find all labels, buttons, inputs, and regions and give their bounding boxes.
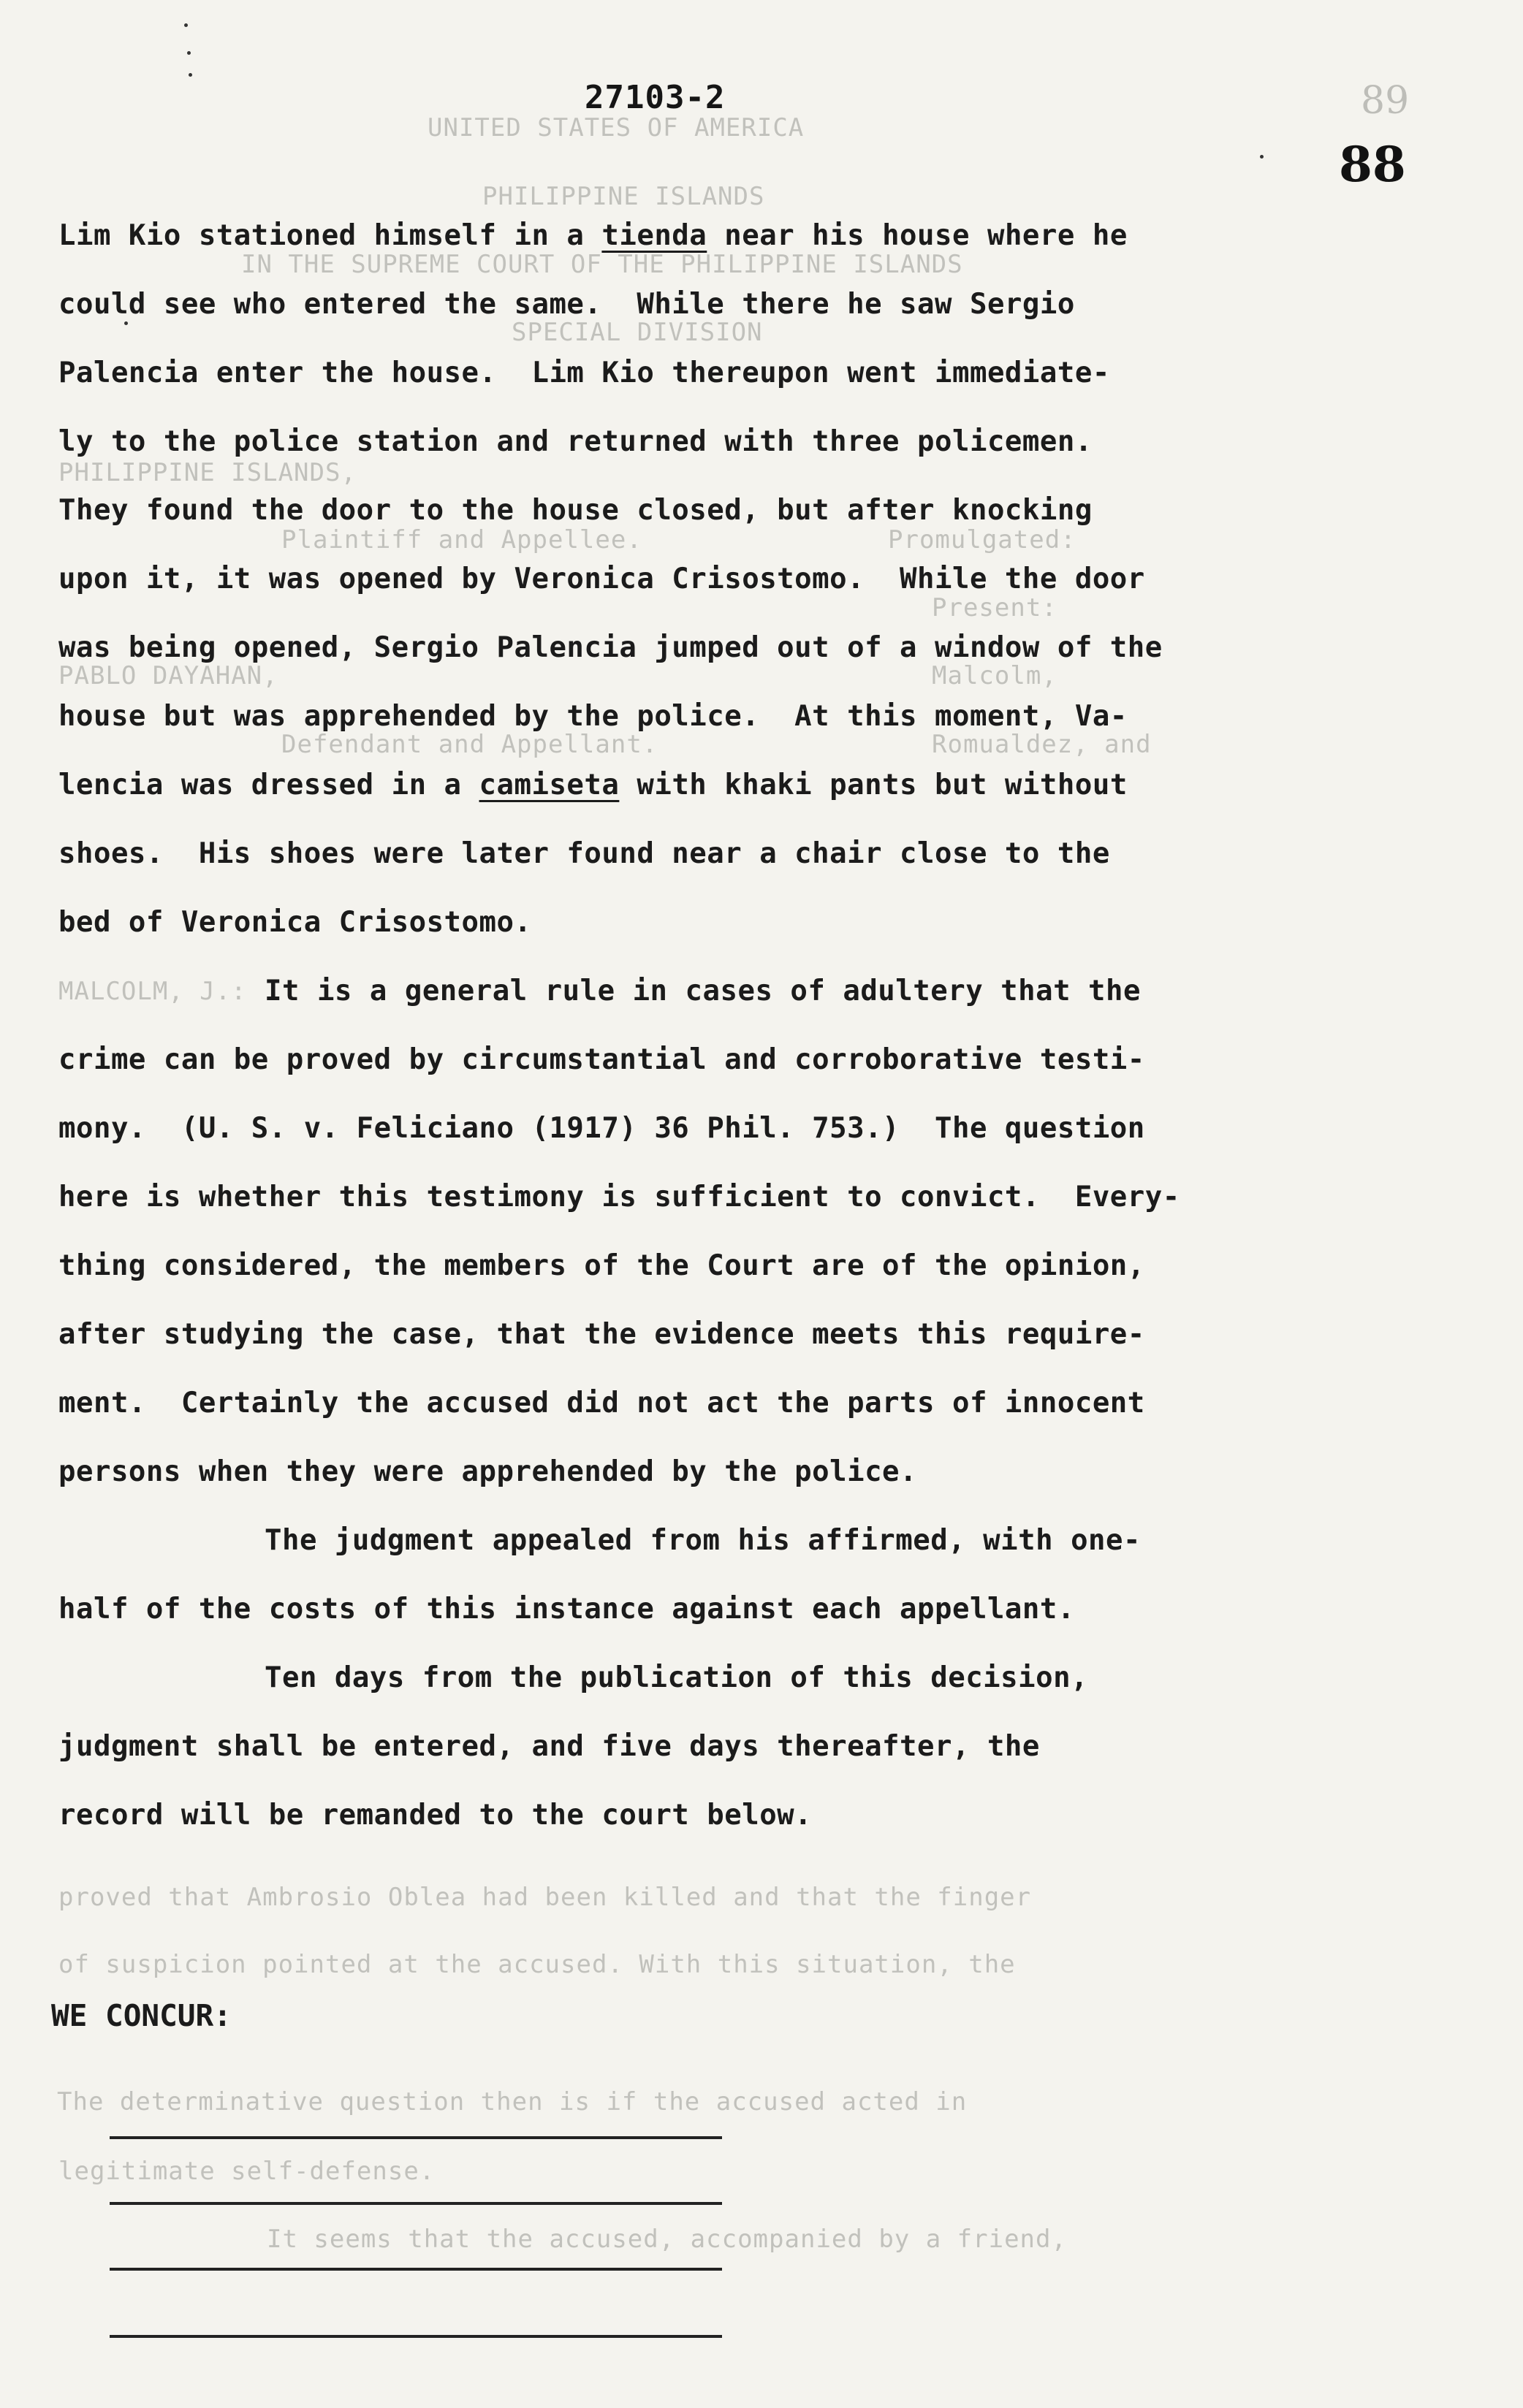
body-line: mony. (U. S. v. Feliciano (1917) 36 Phil. 753.) The question [58, 1112, 1145, 1145]
body-line: after studying the case, that the evidence meets this require- [58, 1318, 1145, 1351]
body-line: crime can be proved by circumstantial and corroborative testi- [58, 1043, 1145, 1076]
ghost-line: PHILIPPINE ISLANDS, [58, 458, 357, 487]
body-line: judgment shall be entered, and five days thereafter, the [58, 1730, 1040, 1763]
body-line: here is whether this testimony is sufficient to convict. Every- [58, 1181, 1180, 1213]
body-line: Lim Kio stationed himself in a tienda near his house where he [58, 219, 1128, 252]
body-line: bed of Veronica Crisostomo. [58, 906, 532, 939]
ghost-line: Malcolm, [932, 661, 1057, 690]
signature-line [110, 2268, 722, 2271]
body-line: half of the costs of this instance against each appellant. [58, 1593, 1075, 1626]
ghost-line: UNITED STATES OF AMERICA [428, 113, 805, 142]
underlined-term: camiseta [479, 769, 620, 801]
ghost-line: The determinative question then is if the accused acted in [57, 2087, 968, 2116]
body-line: record will be remanded to the court below. [58, 1799, 813, 1832]
body-line: It is a general rule in cases of adultery that the [265, 975, 1141, 1007]
ghost-line: of suspicion pointed at the accused. With this situation, the [58, 1950, 1016, 1979]
scan-speck [189, 73, 192, 77]
body-line: lencia was dressed in a camiseta with khaki pants but without [58, 769, 1128, 801]
ghost-line: PABLO DAYAHAN, [58, 661, 278, 690]
signature-line [110, 2136, 722, 2139]
body-line: Ten days from the publication of this decision, [265, 1661, 1089, 1694]
ghost-line: SPECIAL DIVISION [512, 318, 763, 347]
body-line: thing considered, the members of the Court are of the opinion, [58, 1249, 1145, 1282]
scan-speck [184, 23, 188, 27]
ghost-line: Defendant and Appellant. [281, 730, 658, 759]
body-line: upon it, it was opened by Veronica Crisostomo. While the door [58, 563, 1145, 595]
ghost-line: Plaintiff and Appellee. [281, 525, 642, 555]
opinion-body [58, 202, 1447, 1850]
body-line: house but was apprehended by the police. At this moment, Va- [58, 700, 1128, 733]
ghost-line: proved that Ambrosio Oblea had been killed and that the finger [58, 1883, 1032, 1912]
document-number: 27103-2 [585, 79, 726, 116]
ghost-line: Promulgated: [888, 525, 1076, 555]
body-line: The judgment appealed from his affirmed, with one- [265, 1524, 1141, 1557]
body-line: was being opened, Sergio Palencia jumped out of a window of the [58, 631, 1163, 664]
body-line: could see who entered the same. While there he saw Sergio [58, 288, 1075, 321]
signature-line [110, 2202, 722, 2205]
body-line: They found the door to the house closed, but after knocking [58, 494, 1093, 527]
concurrence-label: WE CONCUR: [51, 1998, 232, 2033]
page-number: 88 [1339, 136, 1406, 193]
body-line: Palencia enter the house. Lim Kio thereupon went immediate- [58, 357, 1110, 389]
ghost-line: legitimate self-defense. [58, 2157, 436, 2186]
ghost-line: Present: [932, 593, 1057, 622]
ghost-line: It seems that the accused, accompanied by a friend, [267, 2225, 1067, 2254]
page-number-faint: 89 [1361, 79, 1410, 123]
ghost-line: PHILIPPINE ISLANDS [482, 182, 765, 211]
body-line: shoes. His shoes were later found near a chair close to the [58, 837, 1110, 870]
body-line: persons when they were apprehended by the police. [58, 1455, 918, 1488]
body-line: ly to the police station and returned with three policemen. [58, 425, 1093, 458]
ghost-line: MALCOLM, J.: [58, 977, 247, 1006]
scan-speck [187, 51, 191, 55]
body-line: ment. Certainly the accused did not act the parts of innocent [58, 1387, 1145, 1420]
ghost-line: IN THE SUPREME COURT OF THE PHILIPPINE ISLANDS [241, 250, 963, 279]
scan-speck [1260, 155, 1264, 159]
signature-line [110, 2335, 722, 2338]
ghost-line: Romualdez, and [932, 730, 1152, 759]
underlined-term: tienda [601, 219, 707, 252]
